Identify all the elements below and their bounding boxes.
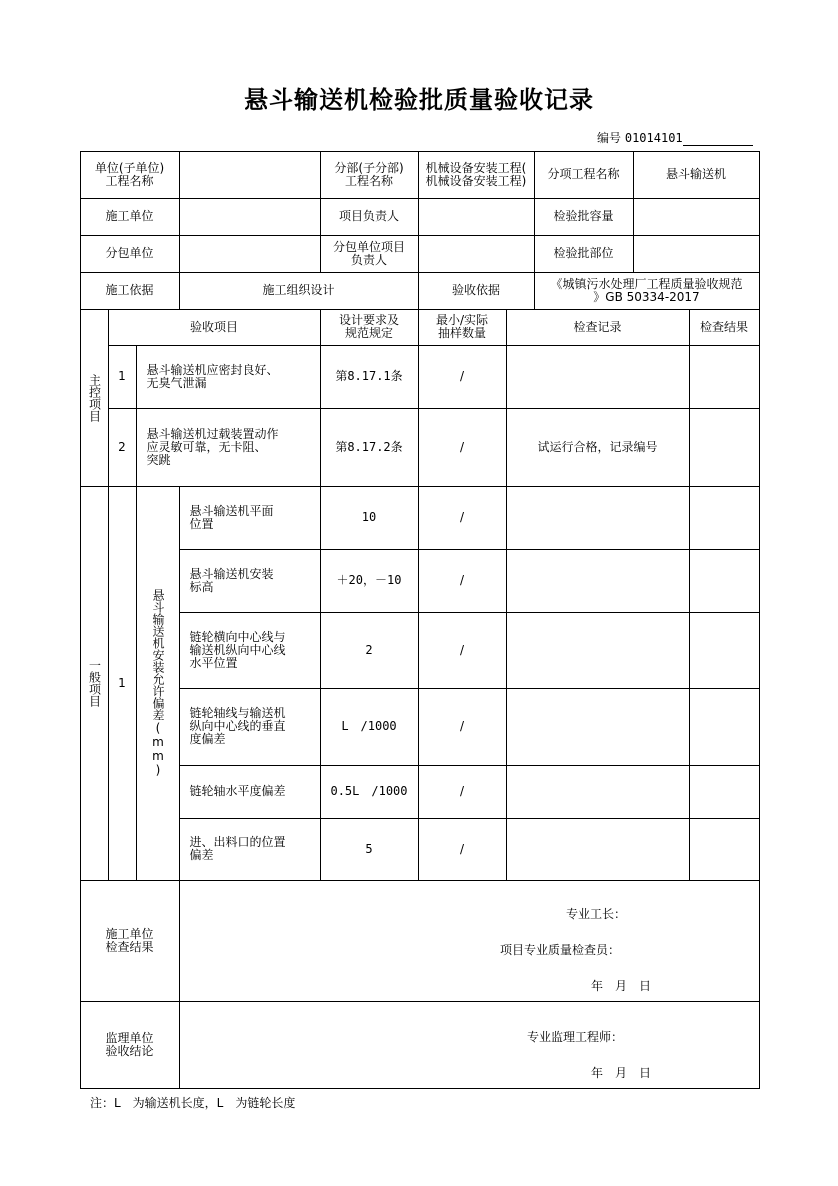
main-row-no-text: 2 [118, 439, 126, 454]
subcontract-manager-label-text: 分包单位项目 负责人 [332, 239, 405, 267]
general-row-result [689, 486, 760, 550]
batch-capacity-value [633, 198, 760, 236]
general-group-label [136, 486, 180, 881]
general-row-item [179, 612, 321, 689]
main-row-item-text: 悬斗输送机过载装置动作 应灵敏可靠，无卡阻、 突跳 [146, 426, 279, 467]
general-row-sample-text: / [459, 573, 465, 587]
general-row-record [506, 818, 690, 881]
construction-check-area [179, 880, 760, 1002]
batch-capacity-label [534, 198, 634, 236]
general-row-sample [418, 688, 507, 766]
main-row-requirement [320, 408, 419, 487]
main-row-record-text: 试运行合格，记录编号 [537, 439, 658, 454]
main-row-item [136, 345, 321, 409]
column-acceptance-item [108, 309, 321, 346]
batch-capacity-label-text: 检验批容量 [553, 209, 614, 223]
general-row-result [689, 688, 760, 766]
general-row-sample [418, 486, 507, 550]
general-row-item [179, 688, 321, 766]
general-row-record [506, 612, 690, 689]
general-row-record [506, 549, 690, 613]
general-row-requirement-text: L /1000 [341, 719, 397, 733]
column-design-requirement [320, 309, 419, 346]
item-project-name-value-text: 悬斗输送机 [665, 167, 726, 181]
general-row-item-text: 链轮轴线与输送机 纵向中心线的垂直 度偏差 [189, 706, 286, 746]
general-row-requirement [320, 549, 419, 613]
subcontract-manager-value [418, 235, 535, 273]
construction-check-label [80, 880, 180, 1002]
general-row-sample-text: / [459, 510, 465, 524]
column-sample-quantity [418, 309, 507, 346]
item-project-name-label [534, 151, 634, 199]
footnote: 注：L 为输送机长度，L 为链轮长度 [90, 1096, 296, 1110]
batch-location-label [534, 235, 634, 273]
acceptance-basis-value-text: 《城镇污水处理厂工程质量验收规范 》GB 50334-2017 [550, 276, 743, 304]
general-row-result [689, 549, 760, 613]
column-check-result-text: 检查结果 [699, 319, 748, 334]
subcontract-unit-label-text: 分包单位 [105, 246, 154, 260]
general-row-sample [418, 765, 507, 819]
main-row-no-text: 1 [118, 369, 126, 383]
subcontract-unit-label [80, 235, 180, 273]
main-row-item-text: 悬斗输送机应密封良好、 无臭气泄漏 [146, 362, 279, 390]
main-row-requirement [320, 345, 419, 409]
main-row-no [108, 408, 137, 487]
general-row-requirement [320, 486, 419, 550]
main-row-sample [418, 408, 507, 487]
column-check-record-text: 检查记录 [573, 319, 622, 334]
subdivision-name-label [320, 151, 419, 199]
general-row-result [689, 765, 760, 819]
main-row-requirement-text: 第8.17.2条 [335, 439, 403, 454]
general-group-no [108, 486, 137, 881]
code-value: 01014101 [624, 131, 683, 145]
general-row-sample-text: / [459, 784, 465, 798]
general-row-sample-text: / [459, 841, 465, 856]
general-row-sample [418, 612, 507, 689]
unit-project-name-label-text: 单位(子单位) 工程名称 [94, 160, 165, 188]
subdivision-name-value [418, 151, 535, 199]
main-row-requirement-text: 第8.17.1条 [335, 369, 403, 383]
general-row-item-text: 悬斗输送机安装 标高 [189, 566, 274, 594]
general-row-requirement-text: 10 [361, 510, 377, 524]
unit-project-name-value [179, 151, 321, 199]
supervision-conclusion-label [80, 1001, 180, 1089]
acceptance-basis-label [418, 272, 535, 310]
general-row-item-text: 链轮横向中心线与 输送机纵向中心线 水平位置 [189, 629, 286, 670]
construction-unit-value [179, 198, 321, 236]
supervision-conclusion-area [179, 1001, 760, 1089]
main-row-item [136, 408, 321, 487]
acceptance-basis-value [534, 272, 760, 310]
general-row-requirement-text: ＋20，－10 [336, 573, 402, 587]
main-row-record [506, 345, 690, 409]
general-row-requirement [320, 612, 419, 689]
supervision-engineer-signature-label: 专业监理工程师： [527, 1030, 624, 1044]
item-project-name-label-text: 分项工程名称 [547, 167, 620, 181]
column-acceptance-item-text: 验收项目 [189, 319, 238, 334]
main-control-section-label-text: 主控项目 [87, 373, 102, 422]
construction-unit-label [80, 198, 180, 236]
general-row-requirement [320, 765, 419, 819]
general-row-sample-text: / [459, 719, 465, 733]
project-manager-label [320, 198, 419, 236]
construction-basis-value-text: 施工组织设计 [262, 283, 335, 297]
general-row-record [506, 486, 690, 550]
quality-inspector-signature-label: 项目专业质量检查员： [500, 943, 621, 957]
item-project-name-value [633, 151, 760, 199]
general-row-requirement-text: 5 [365, 841, 373, 856]
general-group-no-text: 1 [118, 675, 126, 690]
main-row-sample-text: / [459, 369, 465, 383]
main-row-record [506, 408, 690, 487]
project-manager-value [418, 198, 535, 236]
page-title: 悬斗输送机检验批质量验收记录 [244, 86, 594, 114]
construction-basis-value [179, 272, 419, 310]
subcontract-manager-label [320, 235, 419, 273]
main-row-sample [418, 345, 507, 409]
construction-unit-label-text: 施工单位 [105, 209, 154, 223]
general-row-item-text: 链轮轴水平度偏差 [189, 784, 286, 798]
general-row-item [179, 486, 321, 550]
general-section-label-text: 一般项目 [87, 659, 102, 707]
acceptance-basis-label-text: 验收依据 [451, 283, 500, 297]
general-section-label [80, 486, 109, 881]
general-row-item [179, 549, 321, 613]
supervision-date: 年 月 日 [591, 1066, 652, 1080]
general-row-item [179, 765, 321, 819]
column-check-record [506, 309, 690, 346]
construction-basis-label [80, 272, 180, 310]
batch-location-value [633, 235, 760, 273]
general-row-requirement-text: 0.5L /1000 [330, 784, 408, 798]
general-row-sample-text: / [459, 642, 465, 657]
general-row-sample [418, 549, 507, 613]
general-row-result [689, 612, 760, 689]
column-design-requirement-text: 设计要求及 规范规定 [338, 313, 399, 340]
construction-date: 年 月 日 [591, 979, 652, 993]
subdivision-name-value-text: 机械设备安装工程( 机械设备安装工程) [425, 160, 527, 188]
code-label: 编号 [597, 131, 622, 145]
supervision-conclusion-label-text: 监理单位 验收结论 [105, 1030, 154, 1058]
general-group-label-text: 悬斗输送机安装允许偏差(mm) [151, 589, 165, 777]
construction-basis-label-text: 施工依据 [105, 283, 154, 297]
general-row-sample [418, 818, 507, 881]
main-row-result [689, 345, 760, 409]
general-row-item-text: 悬斗输送机平面 位置 [189, 503, 274, 531]
general-row-requirement-text: 2 [365, 642, 373, 657]
general-row-result [689, 818, 760, 881]
general-row-item-text: 进、出料口的位置 偏差 [189, 835, 286, 862]
general-row-requirement [320, 688, 419, 766]
main-control-section-label [80, 309, 109, 487]
column-check-result [689, 309, 760, 346]
column-sample-quantity-text: 最小/实际 抽样数量 [435, 313, 489, 340]
main-row-result [689, 408, 760, 487]
main-row-sample-text: / [459, 439, 465, 454]
subcontract-unit-value [179, 235, 321, 273]
document-code [597, 129, 753, 146]
code-underline [683, 132, 753, 146]
construction-check-label-text: 施工单位 检查结果 [105, 926, 154, 954]
main-row-no [108, 345, 137, 409]
subdivision-name-label-text: 分部(子分部) 工程名称 [334, 160, 404, 188]
general-row-record [506, 688, 690, 766]
general-row-record [506, 765, 690, 819]
project-manager-label-text: 项目负责人 [338, 209, 399, 223]
batch-location-label-text: 检验批部位 [553, 246, 614, 260]
unit-project-name-label [80, 151, 180, 199]
general-row-requirement [320, 818, 419, 881]
general-row-item [179, 818, 321, 881]
foreman-signature-label: 专业工长： [566, 907, 627, 921]
